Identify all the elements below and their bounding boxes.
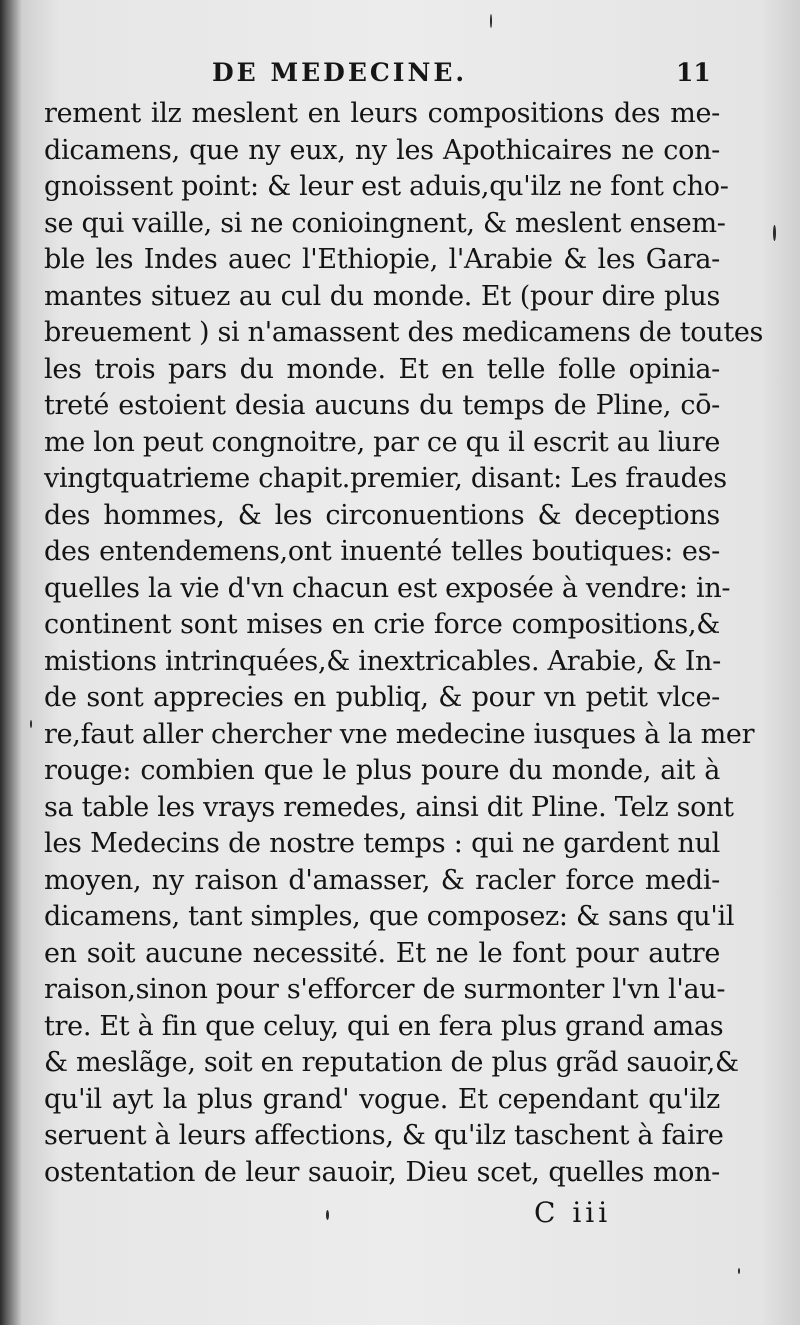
text-line: me lon peut congnoitre, par ce qu il escrit au liure	[44, 426, 720, 458]
text-line: treté estoient desia aucuns du temps de Pline, cō-	[44, 390, 720, 421]
ink-speck	[773, 225, 776, 241]
signature-mark: C iii	[534, 1196, 612, 1229]
text-line: qu'il ayt la plus grand' vogue. Et cependant qu'ilz	[44, 1083, 720, 1115]
running-title: DE MEDECINE.	[212, 58, 468, 87]
ink-speck	[490, 14, 492, 28]
text-line: sa table les vrays remedes, ainsi dit Pline. Telz sont	[44, 791, 734, 823]
text-line: tre. Et à fin que celuy, qui en fera plus grand amas	[44, 1010, 724, 1042]
ink-speck	[326, 1210, 329, 1220]
text-line: mistions intrinquées,& inextricables. Arabie, & In-	[44, 645, 721, 677]
text-line: dicamens, que ny eux, ny les Apothicaires ne con-	[44, 134, 720, 166]
page-number: 11	[676, 58, 711, 87]
text-line: les trois pars du monde. Et en telle folle opinia-	[44, 353, 720, 385]
text-line: de sont apprecies en publiq, & pour vn petit vlce-	[44, 682, 720, 713]
page-header	[0, 58, 800, 94]
ink-speck	[30, 720, 32, 728]
text-line: ostentation de leur sauoir, Dieu scet, quelles mon-	[44, 1156, 720, 1188]
text-line: se qui vaille, si ne conioingnent, & meslent ensem-	[44, 207, 726, 239]
text-line: re,faut aller chercher vne medecine iusques à la mer	[44, 718, 755, 750]
text-line: en soit aucune necessité. Et ne le font pour autre	[44, 937, 720, 969]
ink-speck	[738, 1268, 740, 1274]
text-line: des hommes, & les circonuentions & deceptions	[44, 499, 720, 531]
text-line: dicamens, tant simples, que composez: & sans qu'il	[44, 901, 735, 932]
text-line: moyen, ny raison d'amasser, & racler force medi-	[44, 864, 720, 896]
text-line: breuement ) si n'amassent des medicamens de toutes	[44, 317, 764, 348]
body-text	[44, 96, 764, 1191]
text-line: rement ilz meslent en leurs compositions des me-	[44, 98, 720, 129]
text-line: ble les Indes auec l'Ethiopie, l'Arabie & les Gara-	[44, 244, 720, 275]
text-line: quelles la vie d'vn chacun est exposée à vendre: in-	[44, 572, 731, 604]
text-line: rouge: combien que le plus poure du monde, ait à	[44, 755, 720, 786]
text-line: continent sont mises en crie force compositions,&	[44, 609, 720, 640]
text-line: vingtquatrieme chapit.premier, disant: Les fraudes	[44, 463, 727, 494]
text-line: seruent à leurs affections, & qu'ilz taschent à faire	[44, 1120, 724, 1151]
text-line: les Medecins de nostre temps : qui ne gardent nul	[44, 828, 720, 859]
text-line: des entendemens,ont inuenté telles boutiques: es-	[44, 536, 720, 567]
text-line: gnoissent point: & leur est aduis,qu'ilz ne font cho-	[44, 171, 729, 202]
text-line: raison,sinon pour s'efforcer de surmonter l'vn l'au-	[44, 974, 726, 1005]
text-line: mantes situez au cul du monde. Et (pour dire plus	[44, 280, 720, 312]
text-line: & meslãge, soit en reputation de plus grãd sauoir,&	[44, 1047, 739, 1078]
